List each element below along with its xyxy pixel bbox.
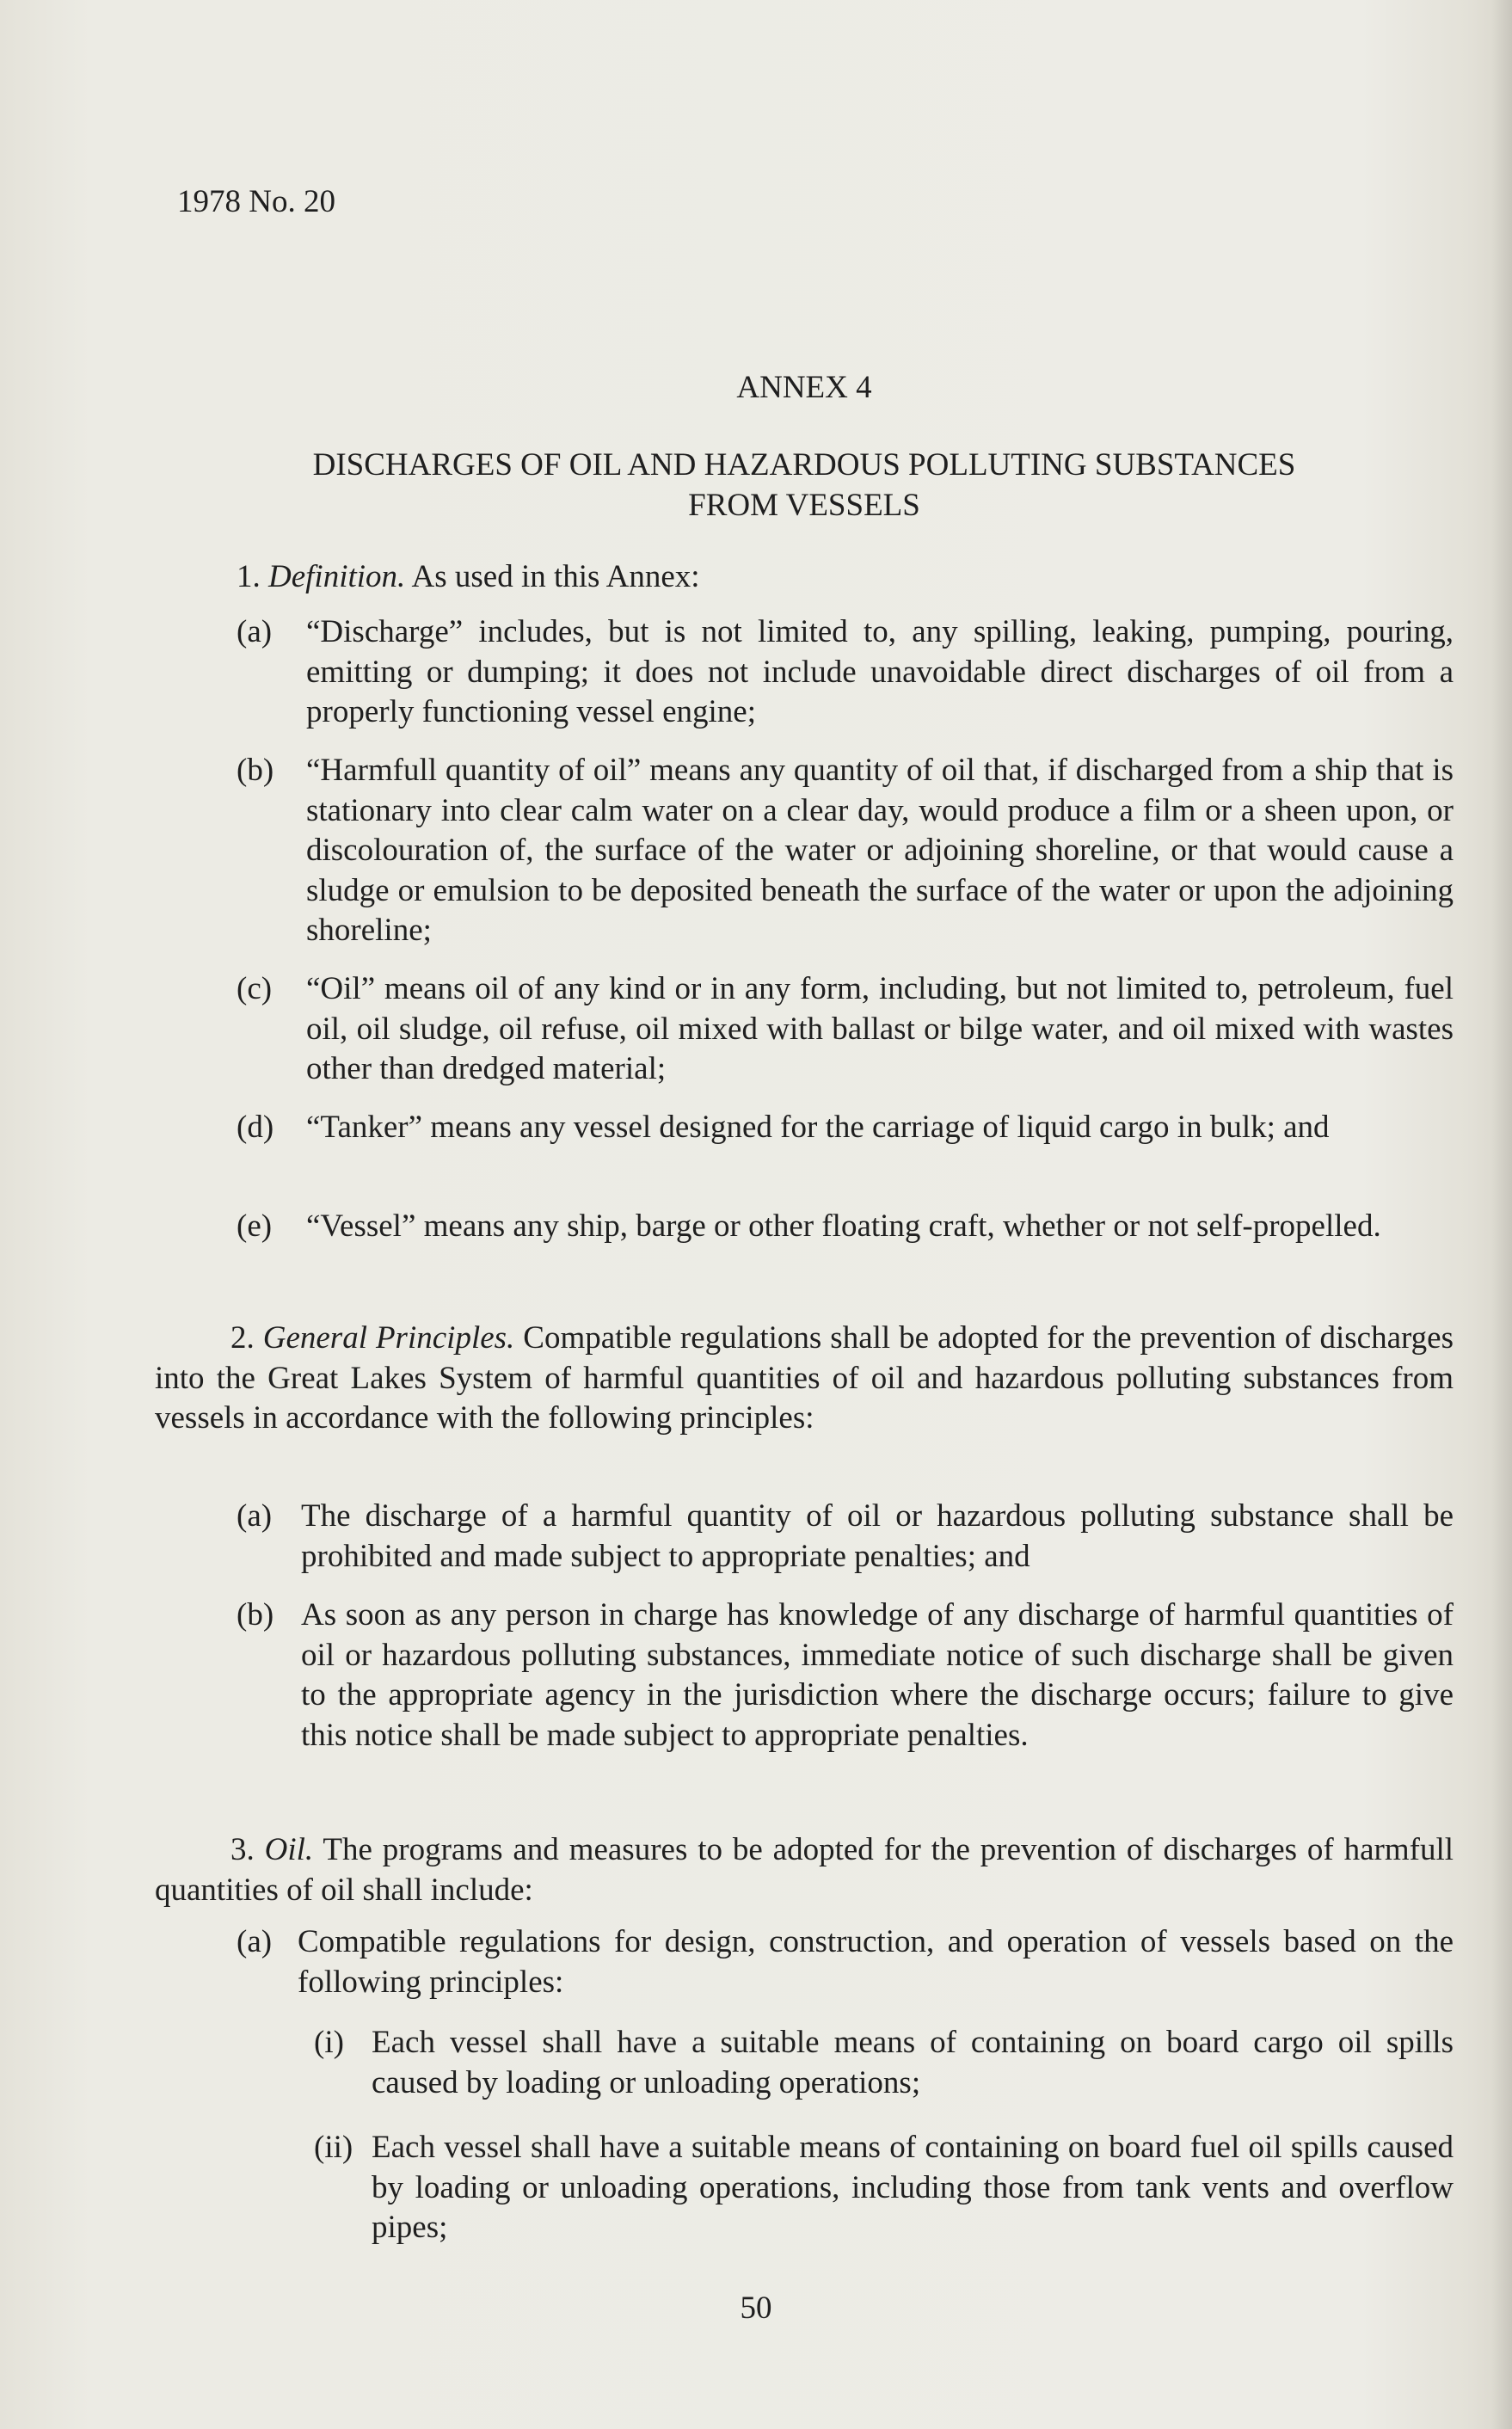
section-2-intro: 2. General Principles. Compatible regulations shall be adopted for the prevention of discharges into the Great Lakes System of harmful quantities of oil and hazardous polluting substances from vessels in accordance with the following principles:: [155, 1320, 1454, 1436]
item-label: (a): [237, 1498, 273, 1534]
annex-title-line1: DISCHARGES OF OIL AND HAZARDOUS POLLUTING SUBSTANCES: [312, 447, 1296, 483]
section-2: [155, 1319, 1454, 1439]
section-1-heading: Definition.: [268, 559, 406, 594]
item-label: (d): [237, 1110, 274, 1145]
oil-item-a: [155, 1922, 1454, 2002]
item-label: (a): [237, 1924, 273, 1959]
item-text: “Tanker” means any vessel designed for the carriage of liquid cargo in bulk; and: [306, 1110, 1330, 1145]
item-label: (e): [237, 1208, 273, 1244]
annex-title-line2: FROM VESSELS: [688, 487, 920, 523]
item-text: Compatible regulations for design, construction, and operation of vessels based on the following principles:: [298, 1924, 1454, 2000]
definition-item-c: [155, 969, 1454, 1090]
subitem-text: Each vessel shall have a suitable means of containing on board cargo oil spills caused by loading or unloading operations;: [372, 2025, 1454, 2100]
section-1-intro: 1. Definition. As used in this Annex:: [237, 559, 700, 594]
principle-item-b: [155, 1596, 1454, 1756]
running-head: 1978 No. 20: [177, 184, 335, 219]
item-text: The discharge of a harmful quantity of oil or hazardous polluting substance shall be prohibited and made subject to appropriate penalties; and: [301, 1498, 1454, 1574]
definition-item-e: [155, 1207, 1454, 1247]
principle-item-a: [155, 1497, 1454, 1577]
subitem-label: (ii): [314, 2130, 353, 2165]
section-3-intro: 3. Oil. The programs and measures to be adopted for the prevention of discharges of harmfull quantities of oil shall include:: [155, 1832, 1454, 1908]
item-label: (a): [237, 614, 273, 649]
item-text: “Oil” means oil of any kind or in any form, including, but not limited to, petroleum, fuel oil, oil sludge, oil refuse, oil mixed with ballast or bilge water, and oil mixed with wastes other than dredged material;: [306, 971, 1454, 1086]
item-text: As soon as any person in charge has knowledge of any discharge of harmful quantities of oil or hazardous polluting substances, immediate notice of such discharge shall be given to the appropriate agency in the jurisdiction where the discharge occurs; failure to give this notice shall be made subject to appropriate penalties.: [301, 1597, 1454, 1753]
definition-item-a: [155, 612, 1454, 733]
annex-title: [155, 446, 1454, 526]
page-number: 50: [740, 2291, 772, 2326]
oil-subitem-ii: [155, 2128, 1454, 2248]
annex-label: ANNEX 4: [736, 370, 872, 405]
page-edge-shadow: [1491, 0, 1512, 2429]
subitem-label: (i): [314, 2025, 344, 2060]
item-label: (b): [237, 753, 274, 788]
item-text: “Discharge” includes, but is not limited to, any spilling, leaking, pumping, pouring, emitting or dumping; it does not include unavoidable direct discharges of oil from a properly functioning vessel engine;: [306, 614, 1454, 729]
section-3: [155, 1830, 1454, 1910]
oil-subitem-i: [155, 2023, 1454, 2103]
definition-item-d: [155, 1108, 1454, 1148]
item-label: (c): [237, 971, 273, 1006]
section-3-heading: Oil.: [264, 1832, 314, 1867]
annex-heading: [155, 368, 1454, 409]
item-text: “Vessel” means any ship, barge or other floating craft, whether or not self-propelled.: [306, 1208, 1381, 1244]
subitem-text: Each vessel shall have a suitable means of containing on board fuel oil spills caused by loading or unloading operations, including those from tank vents and overflow pipes;: [372, 2130, 1454, 2245]
section-1: [155, 557, 1454, 598]
definition-item-b: [155, 751, 1454, 951]
item-label: (b): [237, 1597, 274, 1633]
item-text: “Harmfull quantity of oil” means any quantity of oil that, if discharged from a ship that is stationary into clear calm water on a clear day, would produce a film or a sheen upon, or discolouration of, the surface of the water or adjoining shoreline, or that would cause a sludge or emulsion to be deposited beneath the surface of the water or upon the adjoining shoreline;: [306, 753, 1454, 948]
section-2-heading: General Principles.: [262, 1320, 515, 1356]
